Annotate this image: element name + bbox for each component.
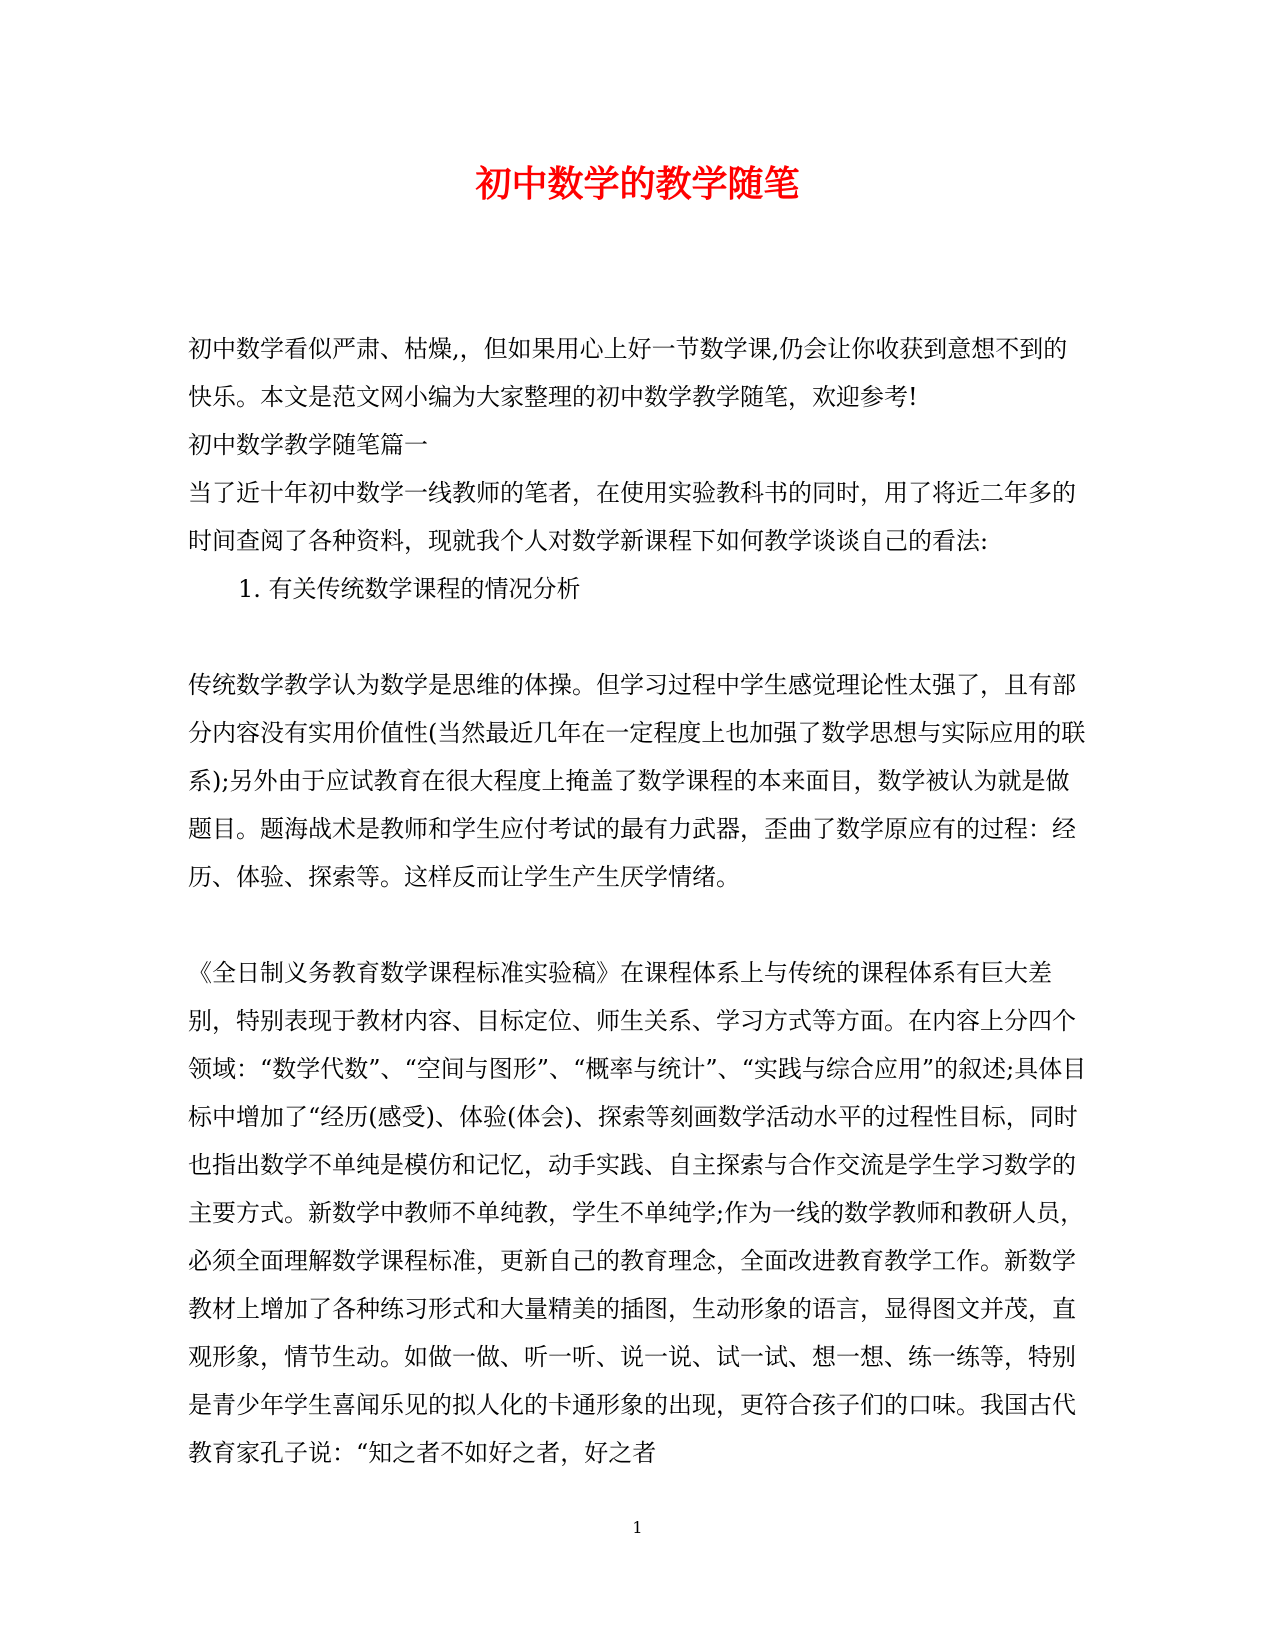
paragraph-curriculum-standard: 《全日制义务教育数学课程标准实验稿》在课程体系上与传统的课程体系有巨大差别，特别表现于教材内容、目标定位、师生关系、学习方式等方面。在内容上分四个领域：“数学代数”、“空间与图形”、“概率与统计”、“实践与综合应用”的叙述;具体目标中增加了“经历(感受)、体验(体会)、探索等刻画数学活动水平的过程性目标，同时也指出数学不单纯是模仿和记忆，动手实践、自主探索与合作交流是学生学习数学的主要方式。新数学中教师不单纯教，学生不单纯学;作为一线的数学教师和教研人员，必须全面理解数学课程标准，更新自己的教育理念，全面改进教育教学工作。新数学教材上增加了各种练习形式和大量精美的插图，生动形象的语言，显得图文并茂，直观形象，情节生动。如做一做、听一听、说一说、试一试、想一想、练一练等，特别是青少年学生喜闻乐见的拟人化的卡通形象的出现，更符合孩子们的口味。我国古代教育家孔子说：“知之者不如好之者，好之者 [188, 959, 1087, 1467]
document-body [188, 325, 1088, 1477]
document-title: 初中数学的教学随笔 [475, 163, 800, 205]
paragraph-traditional-math: 传统数学教学认为数学是思维的体操。但学习过程中学生感觉理论性太强了，且有部分内容没有实用价值性(当然最近几年在一定程度上也加强了数学思想与实际应用的联系);另外由于应试教育在很大程度上掩盖了数学课程的本来面目，数学被认为就是做题目。题海战术是教师和学生应付考试的最有力武器，歪曲了数学原应有的过程：经历、体验、探索等。这样反而让学生产生厌学情绪。 [188, 671, 1086, 891]
intro-paragraph: 初中数学看似严肃、枯燥,，但如果用心上好一节数学课,仍会让你收获到意想不到的快乐。本文是范文网小编为大家整理的初中数学教学随笔，欢迎参考! [188, 335, 1068, 411]
page-number: 1 [632, 1518, 643, 1537]
paragraph-author-context: 当了近十年初中数学一线教师的笔者，在使用实验教科书的同时，用了将近二年多的时间查阅了各种资料，现就我个人对数学新课程下如何教学谈谈自己的看法: [188, 479, 1076, 555]
numbered-heading: 1. 有关传统数学课程的情况分析 [238, 575, 581, 603]
section-heading: 初中数学教学随笔篇一 [188, 431, 428, 459]
paragraph-spacer [188, 901, 1088, 949]
paragraph-spacer [188, 613, 1088, 661]
